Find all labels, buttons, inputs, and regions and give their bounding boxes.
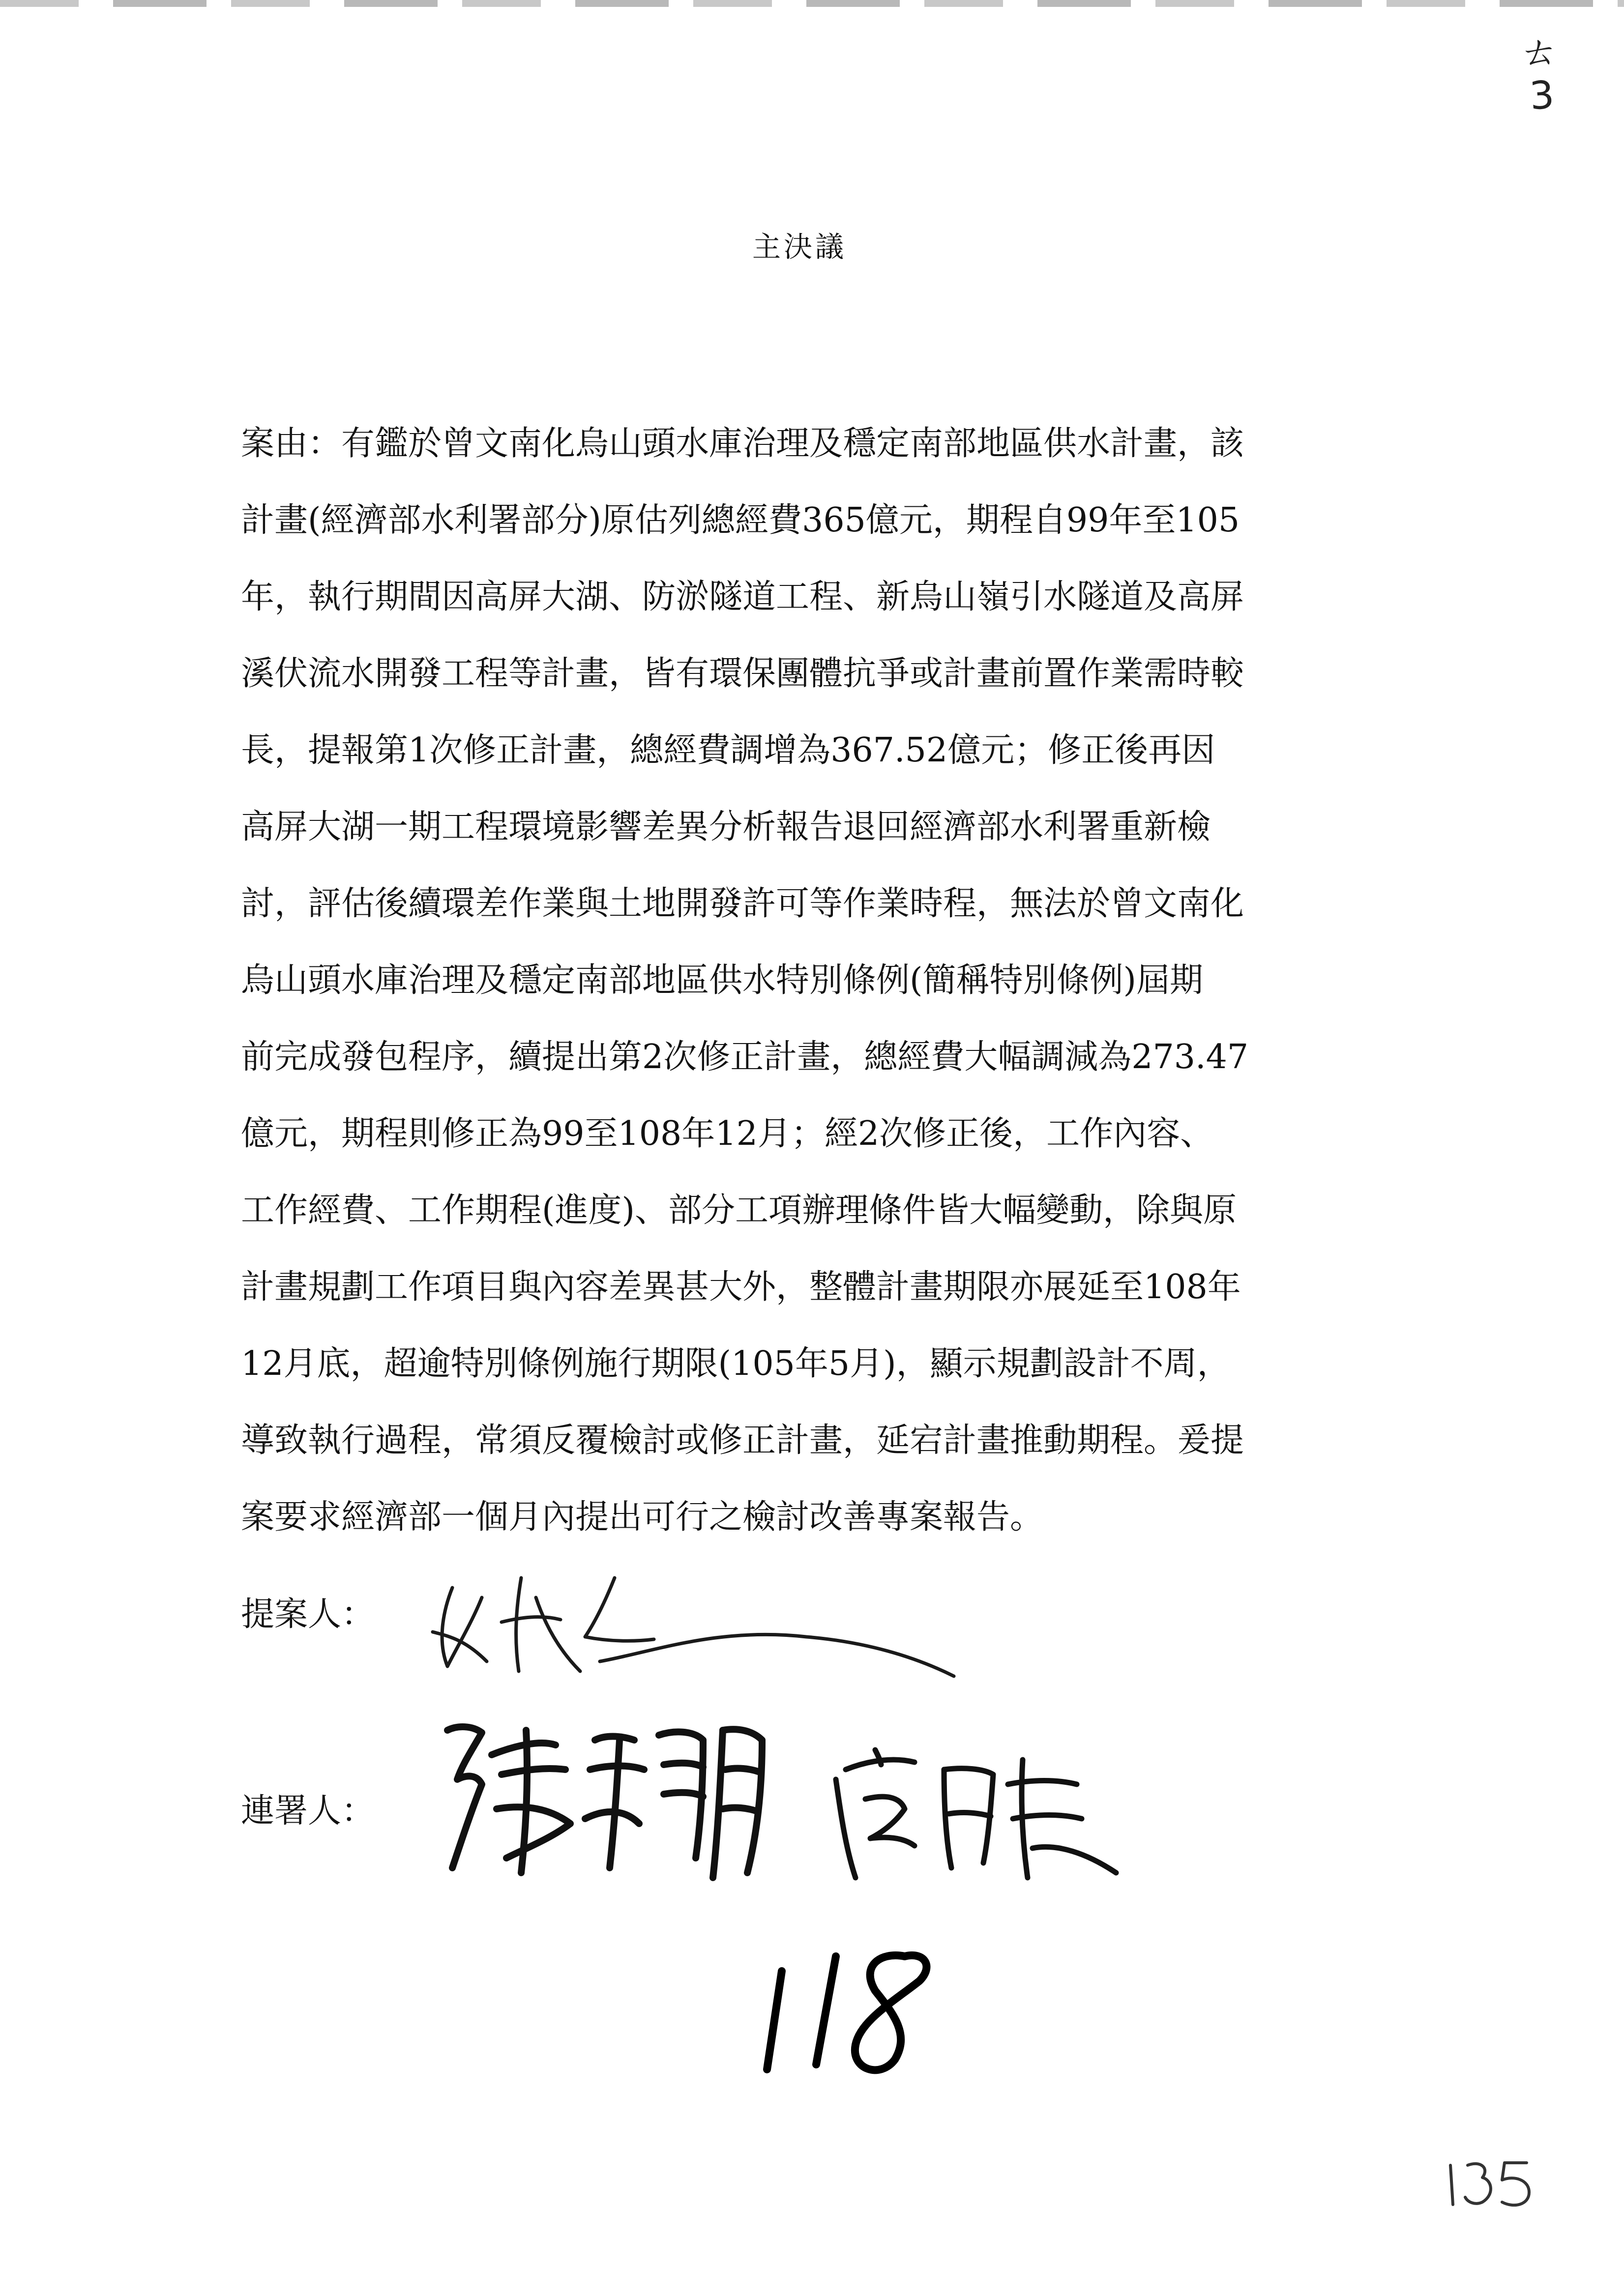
bottom-page-number xyxy=(1441,2151,1539,2214)
page-title: 主決議 xyxy=(752,230,847,263)
body-line: 高屏大湖一期工程環境影響差異分析報告退回經濟部水利署重新檢 xyxy=(241,808,1211,846)
body-line: 討，評估後續環差作業與土地開發許可等作業時程，無法於曾文南化 xyxy=(241,884,1244,923)
body-line: 長，提報第1次修正計畫，總經費調增為367.52億元；修正後再因 xyxy=(241,731,1215,770)
body-line: 計畫規劃工作項目與內容差異甚大外，整體計畫期限亦展延至108年 xyxy=(241,1268,1241,1307)
body-line: 烏山頭水庫治理及穩定南部地區供水特別條例(簡稱特別條例)屆期 xyxy=(241,961,1204,1000)
body-line: 億元，期程則修正為99至108年12月；經2次修正後，工作內容、 xyxy=(241,1114,1214,1153)
body-line: 前完成發包程序，續提出第2次修正計畫，總經費大幅調減為273.47 xyxy=(241,1038,1249,1076)
proposer-signature xyxy=(423,1568,1077,1681)
body-line: 計畫(經濟部水利署部分)原估列總經費365億元，期程自99年至105 xyxy=(241,501,1240,540)
body-line: 溪伏流水開發工程等計畫，皆有環保團體抗爭或計畫前置作業需時較 xyxy=(241,654,1244,693)
handwritten-page-number xyxy=(738,1937,954,2084)
corner-mark-number: 3 xyxy=(1528,73,1556,119)
corner-mark-char: ㄊ xyxy=(1518,28,1560,75)
body-line: 12月底，超逾特別條例施行期限(105年5月)，顯示規劃設計不周， xyxy=(241,1344,1231,1383)
body-line: 案由：有鑑於曾文南化烏山頭水庫治理及穩定南部地區供水計畫，該 xyxy=(241,424,1244,463)
body-line: 工作經費、工作期程(進度)、部分工項辦理條件皆大幅變動，除與原 xyxy=(241,1191,1237,1230)
body-line: 導致執行過程，常須反覆檢討或修正計畫，延宕計畫推動期程。爰提 xyxy=(241,1421,1244,1460)
proposer-label: 提案人： xyxy=(241,1595,375,1634)
cosigner-signature-2 xyxy=(826,1740,1131,1888)
cosigner-signature-1 xyxy=(428,1711,782,1897)
body-line: 年，執行期間因高屏大湖、防淤隧道工程、新烏山嶺引水隧道及高屏 xyxy=(241,578,1244,616)
cosigner-label: 連署人： xyxy=(241,1792,375,1831)
motion-body xyxy=(241,406,1377,1556)
scan-edge-artifact xyxy=(0,0,1624,7)
handwritten-corner-mark xyxy=(1508,28,1573,120)
body-line: 案要求經濟部一個月內提出可行之檢討改善專案報告。 xyxy=(241,1498,1044,1537)
